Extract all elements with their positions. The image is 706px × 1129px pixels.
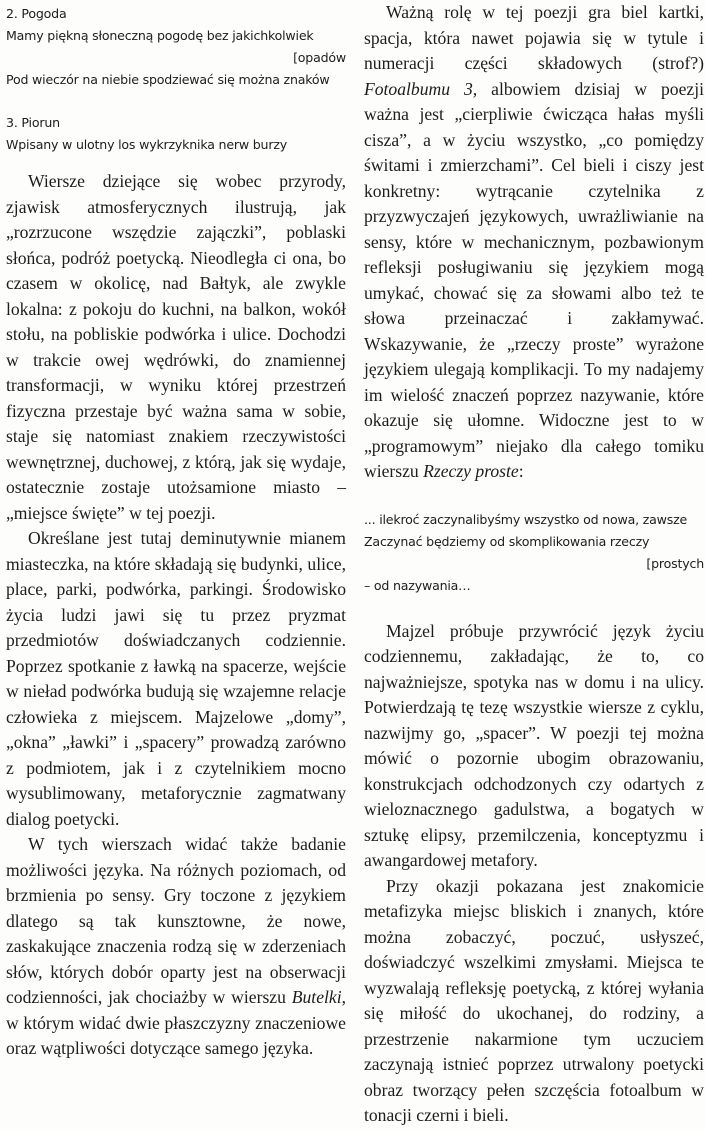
body-paragraph: Wiersze dziejące się wobec przyrody, zjawisk atmosferycznych ilustrują, jak „rozrzucone wszędzie zajączki”, poblaski słońca, podróż poetycką. Nieodległa ci ona, bo czasem w okolicę, nad Bałtyk, ale zwykle lokalna: z pokoju do kuchni, na balkon, wokół stołu, na pobliskie podwórka i ulice. Dochodzi w trakcie owej wędrówki, do znamiennej transformacji, w wyniku której przestrzeń fizyczna przestaje być ważna sama w sobie, staje się natomiast znakiem rzeczywistości wewnętrznej, duchowej, z którą, jak się wydaje, ostatecznie zostaje utożsamione miasto – „miejsce święte” w tej poezji. — [6, 171, 346, 523]
quote-line: Zaczynać będziemy od skomplikowania rzeczy — [364, 533, 650, 549]
body-paragraph — [6, 832, 346, 1062]
quote-line-continuation: [prostych — [646, 555, 704, 571]
body-paragraph: Przy okazji pokazana jest znakomicie metafizyka miejsc bliskich i znanych, które można zobaczyć, poczuć, usłyszeć, doświadczyć wszelkimi zmysłami. Miejsca te wyzwalają refleksję poetycką, z której wyłania się miłość do ukochanej, do rodziny, a przestrzenie nakarmione tym uczuciem zaczynają istnieć poprzez utrwalony poetycki obraz tworzący pełen szczęścia fotoalbum w tonacji czerni i bieli. — [364, 875, 704, 1125]
text-run: W tych wierszach widać także badanie możliwości języka. Na różnych poziomach, od brzmienia po sensy. Gry toczone z językiem dlatego są tak kunsztowne, że nowe, zaskakujące znaczenia rodzą się w zderzeniach słów, których dobór oparty jest na obserwacji codzienności, jak chociażby w wierszu — [6, 834, 346, 1007]
poem-line: Wpisany w ulotny los wykrzyknika nerw burzy — [6, 137, 287, 152]
poem-title: Butelki — [291, 987, 342, 1007]
text-run: : — [518, 461, 524, 481]
left-column — [6, 0, 346, 1062]
poem-line: Pod wieczór na niebie spodziewać się można znaków — [6, 72, 330, 87]
text-run: Ważną rolę w tej poezji gra biel kartki, spacja, która nawet pojawia się w tytule i numeracji części składowych (strof?) — [364, 2, 704, 73]
poem-line: Mamy piękną słoneczną pogodę bez jakichkolwiek — [6, 28, 314, 43]
poem-section-heading: 2. Pogoda — [6, 6, 67, 21]
book-title: Fotoalbumu 3, — [364, 78, 478, 99]
poem-section-heading: 3. Piorun — [6, 115, 60, 130]
body-paragraph: Majzel próbuje przywrócić język życiu codziennemu, zakładając, że to, co najważniejsze, spotyka nas w domu i na ulicy. Potwierdzają tę tezę wszystkie wiersze z cyklu, nazwijmy go, „spacer”. W poezji tej można mówić o pozornie ubogim obrazowaniu, konstrukcjach odchodzonych czy odartych z wieloznacznego gadulstwa, a bogatych w sztukę elipsy, przemilczenia, konceptyzmu i awangardowej metafory. — [364, 620, 704, 870]
body-paragraph: Określane jest tutaj deminutywnie mianem miasteczka, na które składają się budynki, ulice, place, parki, podwórka, parkingi. Środowisko życia ludzi jawi się tu przez pryzmat przedmiotów doświadczanych codziennie. Poprzez spotkanie z ławką na spacerze, wejście w nieład podwórka budują się wzajemne relacje człowieka z miejscem. Majzelowe „domy”, „okna” „ławki” i „spacery” prowadzą zarówno z podmiotem, jak i z czytelnikiem mocno wysublimowany, metaforycznie zagmatwany dialog poetycki. — [6, 528, 346, 829]
text-run: , w którym widać dwie płaszczyzny znaczeniowe oraz wątpliwości dotyczące samego języka. — [6, 987, 346, 1058]
text-run: albowiem dzisiaj w poezji ważna jest „cierpliwie ćwicząca hałas myśli cisza”, a w życiu wszystko, „co pomiędzy świtami i zmierzchami”. Cel bieli i ciszy jest konkretny: wytrącanie czytelnika z przyzwyczajeń językowych, uwrażliwianie na sensy, które w mechanicznym, pozbawionym refleksji posługiwaniu się językiem mogą umykać, chować się za słowami albo też te słowa przeinaczać i zakłamywać. Wskazywanie, że „rzeczy proste” wyrażone językiem ulegają komplikacji. To my nadajemy im wielość znaczeń poprzez nazywanie, które okazuje się ułomne. Widoczne jest to w „programowym” niejako dla całego tomiku wierszu — [364, 78, 705, 481]
right-column — [364, 0, 704, 1129]
poem-line-continuation: [opadów — [293, 50, 346, 65]
quote-line: ... ilekroć zaczynalibyśmy wszystko od nowa, zawsze — [364, 511, 688, 527]
body-paragraph — [364, 0, 704, 485]
poem-title: Rzeczy proste — [423, 461, 519, 481]
quote-line: – od nazywania… — [364, 577, 471, 593]
